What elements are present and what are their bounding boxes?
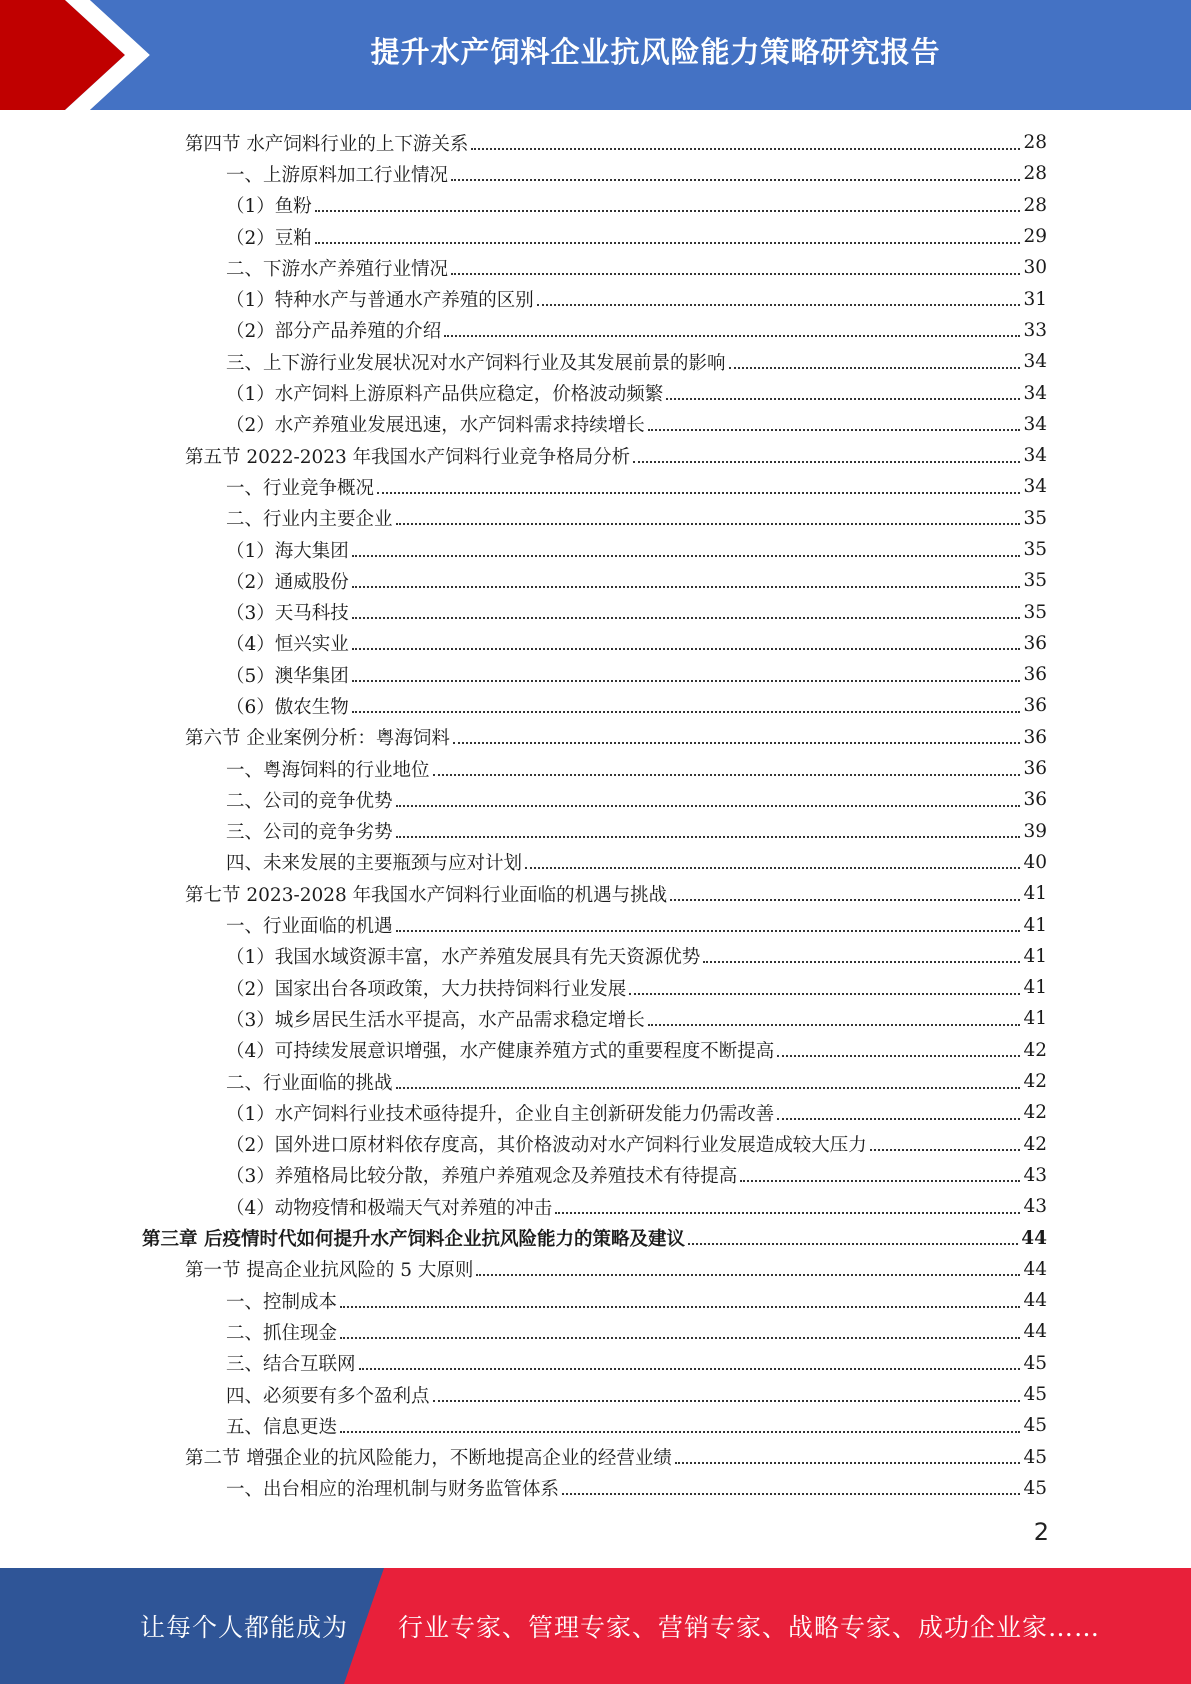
dot-leader <box>444 335 1020 337</box>
toc-entry-title: （1）水产饲料上游原料产品供应稳定，价格波动频繁 <box>226 384 664 406</box>
toc-entry-title: （2）国家出台各项政策，大力扶持饲料行业发展 <box>226 978 627 1000</box>
toc-entry[interactable] <box>0 534 1191 565</box>
toc-entry-page: 36 <box>1023 789 1047 811</box>
toc-entry-title: 一、行业面临的机遇 <box>226 916 393 938</box>
dot-leader <box>870 1149 1021 1151</box>
table-of-contents <box>0 127 1191 1504</box>
dot-leader <box>453 742 1021 744</box>
toc-entry-title: 三、上下游行业发展状况对水产饲料行业及其发展前景的影响 <box>226 352 726 374</box>
toc-entry-title: （3）城乡居民生活水平提高，水产品需求稳定增长 <box>226 1009 645 1031</box>
footer-banner <box>0 1568 1191 1684</box>
dot-leader <box>352 680 1021 682</box>
dot-leader <box>670 899 1020 901</box>
toc-entry-page: 34 <box>1023 476 1047 498</box>
toc-entry-title: （6）傲农生物 <box>226 696 349 718</box>
toc-entry-page: 42 <box>1023 1071 1047 1093</box>
toc-entry-page: 41 <box>1023 977 1047 999</box>
toc-entry-title: 第七节 2023-2028 年我国水产饲料行业面临的机遇与挑战 <box>185 884 668 906</box>
toc-entry[interactable] <box>0 816 1191 847</box>
toc-entry-title: 二、行业面临的挑战 <box>226 1072 393 1094</box>
toc-entry-page: 36 <box>1023 726 1047 748</box>
toc-entry[interactable] <box>0 440 1191 471</box>
toc-entry-title: （2）通威股份 <box>226 571 349 593</box>
toc-entry[interactable] <box>0 190 1191 221</box>
toc-entry-page: 28 <box>1023 194 1047 216</box>
toc-entry-title: （1）水产饲料行业技术亟待提升，企业自主创新研发能力仍需改善 <box>226 1103 775 1125</box>
dot-leader <box>555 1212 1020 1214</box>
toc-entry-page: 36 <box>1023 758 1047 780</box>
toc-entry[interactable] <box>0 941 1191 972</box>
toc-entry[interactable] <box>0 503 1191 534</box>
toc-entry-title: 一、出台相应的治理机制与财务监管体系 <box>226 1479 560 1501</box>
toc-entry[interactable] <box>0 1285 1191 1316</box>
toc-entry-title: 第二节 增强企业的抗风险能力，不断地提高企业的经营业绩 <box>185 1448 672 1470</box>
dot-leader <box>777 1055 1020 1057</box>
toc-entry-page: 44 <box>1023 1290 1047 1312</box>
dot-leader <box>315 210 1021 212</box>
toc-entry-title: （3）天马科技 <box>226 603 349 625</box>
dot-leader <box>525 867 1020 869</box>
toc-entry[interactable] <box>0 1191 1191 1222</box>
toc-entry-title: 三、公司的竞争劣势 <box>226 822 393 844</box>
toc-entry-title: 第四节 水产饲料行业的上下游关系 <box>185 133 469 155</box>
dot-leader <box>352 586 1021 588</box>
toc-entry-title: 一、行业竞争概况 <box>226 477 375 499</box>
toc-entry[interactable] <box>0 252 1191 283</box>
toc-entry-page: 41 <box>1023 945 1047 967</box>
toc-entry-title: （5）澳华集团 <box>226 665 349 687</box>
toc-entry[interactable] <box>0 1410 1191 1441</box>
toc-entry-title: （2）国外进口原材料依存度高，其价格波动对水产饲料行业发展造成较大压力 <box>226 1135 867 1157</box>
toc-entry[interactable] <box>0 127 1191 158</box>
toc-entry[interactable] <box>0 1222 1191 1253</box>
dot-leader <box>451 179 1020 181</box>
toc-entry[interactable] <box>0 596 1191 627</box>
dot-leader <box>703 961 1020 963</box>
toc-entry[interactable] <box>0 847 1191 878</box>
toc-entry[interactable] <box>0 315 1191 346</box>
toc-entry-page: 42 <box>1023 1039 1047 1061</box>
dot-leader <box>352 711 1021 713</box>
toc-entry-page: 31 <box>1023 288 1047 310</box>
toc-entry-title: （4）恒兴实业 <box>226 634 349 656</box>
dot-leader <box>471 148 1020 150</box>
dot-leader <box>352 648 1021 650</box>
toc-entry-title: 二、抓住现金 <box>226 1322 338 1344</box>
footer-slogan-left: 让每个人都能成为 <box>140 1613 349 1642</box>
toc-entry-page: 43 <box>1023 1164 1047 1186</box>
dot-leader <box>359 1368 1021 1370</box>
toc-entry-page: 42 <box>1023 1133 1047 1155</box>
dot-leader <box>648 429 1021 431</box>
toc-entry-title: （1）海大集团 <box>226 540 349 562</box>
toc-entry-page: 28 <box>1023 163 1047 185</box>
dot-leader <box>648 1024 1021 1026</box>
toc-entry-page: 35 <box>1023 507 1047 529</box>
toc-entry-page: 45 <box>1023 1415 1047 1437</box>
toc-entry-page: 36 <box>1023 695 1047 717</box>
toc-entry-title: 第三章 后疫情时代如何提升水产饲料企业抗风险能力的策略及建议 <box>142 1229 685 1251</box>
dot-leader <box>340 1431 1020 1433</box>
toc-entry-title: （1）鱼粉 <box>226 196 312 218</box>
toc-entry-page: 35 <box>1023 539 1047 560</box>
toc-entry[interactable] <box>0 346 1191 377</box>
toc-entry-page: 41 <box>1023 914 1047 936</box>
dot-leader <box>315 242 1021 244</box>
dot-leader <box>777 1118 1020 1120</box>
dot-leader <box>433 1400 1021 1402</box>
toc-entry-title: （2）水产养殖业发展迅速，水产饲料需求持续增长 <box>226 415 645 437</box>
toc-entry-page: 36 <box>1023 632 1047 654</box>
toc-entry-title: （4）可持续发展意识增强，水产健康养殖方式的重要程度不断提高 <box>226 1041 775 1063</box>
dot-leader <box>562 1493 1020 1495</box>
toc-entry-title: 二、公司的竞争优势 <box>226 790 393 812</box>
toc-entry-title: 第六节 企业案例分析：粤海饲料 <box>185 728 450 750</box>
toc-entry-title: （4）动物疫情和极端天气对养殖的冲击 <box>226 1197 553 1219</box>
toc-entry-page: 30 <box>1023 257 1047 279</box>
dot-leader <box>396 1087 1021 1089</box>
toc-entry[interactable] <box>0 1129 1191 1160</box>
toc-entry[interactable] <box>0 1254 1191 1285</box>
toc-entry-page: 28 <box>1023 132 1047 154</box>
toc-entry[interactable] <box>0 1097 1191 1128</box>
toc-entry-page: 34 <box>1023 413 1047 435</box>
toc-entry[interactable] <box>0 565 1191 596</box>
dot-leader <box>675 1462 1021 1464</box>
toc-entry[interactable] <box>0 909 1191 940</box>
toc-entry-title: 五、信息更迭 <box>226 1416 338 1438</box>
toc-entry[interactable] <box>0 158 1191 189</box>
toc-entry[interactable] <box>0 1160 1191 1191</box>
toc-entry[interactable] <box>0 377 1191 408</box>
dot-leader <box>740 1180 1020 1182</box>
toc-entry[interactable] <box>0 722 1191 753</box>
toc-entry[interactable] <box>0 1348 1191 1379</box>
toc-entry-page: 45 <box>1023 1352 1047 1374</box>
dot-leader <box>629 993 1020 995</box>
dot-leader <box>537 304 1021 306</box>
toc-entry-page: 41 <box>1023 1008 1047 1030</box>
toc-entry[interactable] <box>0 659 1191 690</box>
toc-entry[interactable] <box>0 1473 1191 1504</box>
dot-leader <box>352 555 1021 557</box>
toc-entry-page: 45 <box>1023 1446 1047 1468</box>
toc-entry[interactable] <box>0 972 1191 1003</box>
toc-entry-title: 一、上游原料加工行业情况 <box>226 164 449 186</box>
toc-entry-title: （1）特种水产与普通水产养殖的区别 <box>226 290 534 312</box>
toc-entry[interactable] <box>0 409 1191 440</box>
toc-entry-title: 第一节 提高企业抗风险的 5 大原则 <box>185 1260 474 1282</box>
dot-leader <box>688 1243 1018 1245</box>
toc-entry-page: 45 <box>1023 1477 1047 1499</box>
dot-leader <box>396 523 1021 525</box>
dot-leader <box>352 617 1021 619</box>
toc-entry[interactable] <box>0 471 1191 502</box>
toc-entry-title: 四、未来发展的主要瓶颈与应对计划 <box>226 853 523 875</box>
toc-entry-title: 二、行业内主要企业 <box>226 509 393 531</box>
toc-entry-page: 39 <box>1023 820 1047 842</box>
toc-entry[interactable] <box>0 221 1191 252</box>
toc-entry-title: （1）我国水域资源丰富，水产养殖发展具有先天资源优势 <box>226 947 701 969</box>
toc-entry-title: 一、控制成本 <box>226 1291 338 1313</box>
toc-entry-page: 45 <box>1023 1384 1047 1406</box>
footer-slogan-right: 行业专家、管理专家、营销专家、战略专家、成功企业家…… <box>398 1613 1101 1642</box>
dot-leader <box>340 1337 1020 1339</box>
header-banner <box>0 0 1191 110</box>
dot-leader <box>396 930 1021 932</box>
toc-entry-page: 42 <box>1023 1102 1047 1124</box>
report-title: 提升水产饲料企业抗风险能力策略研究报告 <box>370 34 941 69</box>
toc-entry-title: 三、结合互联网 <box>226 1354 356 1376</box>
dot-leader <box>396 805 1021 807</box>
page-number: 2 <box>1033 1518 1049 1546</box>
toc-entry-page: 35 <box>1023 570 1047 592</box>
toc-entry-title: 一、粤海饲料的行业地位 <box>226 759 430 781</box>
toc-entry[interactable] <box>0 753 1191 784</box>
toc-entry-title: （2）豆粕 <box>226 227 312 249</box>
toc-entry[interactable] <box>0 283 1191 314</box>
red-arrow-icon <box>0 0 160 110</box>
toc-entry[interactable] <box>0 628 1191 659</box>
toc-entry[interactable] <box>0 1035 1191 1066</box>
toc-entry-page: 44 <box>1023 1258 1047 1280</box>
dot-leader <box>666 398 1020 400</box>
toc-entry-page: 44 <box>1023 1321 1047 1343</box>
toc-entry-page: 29 <box>1023 226 1047 248</box>
toc-entry-page: 43 <box>1023 1196 1047 1218</box>
dot-leader <box>633 461 1020 463</box>
toc-entry-page: 44 <box>1021 1227 1047 1249</box>
dot-leader <box>476 1274 1020 1276</box>
toc-entry-page: 41 <box>1023 883 1047 905</box>
toc-entry[interactable] <box>0 1003 1191 1034</box>
toc-entry-page: 36 <box>1023 664 1047 686</box>
dot-leader <box>396 836 1021 838</box>
dot-leader <box>433 774 1021 776</box>
toc-entry[interactable] <box>0 1441 1191 1472</box>
toc-entry[interactable] <box>0 878 1191 909</box>
dot-leader <box>340 1306 1020 1308</box>
toc-entry-title: （3）养殖格局比较分散，养殖户养殖观念及养殖技术有待提高 <box>226 1166 738 1188</box>
toc-entry-page: 40 <box>1023 851 1047 873</box>
toc-entry-page: 35 <box>1023 601 1047 623</box>
toc-entry[interactable] <box>0 1316 1191 1347</box>
toc-entry[interactable] <box>0 1066 1191 1097</box>
dot-leader <box>729 367 1021 369</box>
toc-entry-page: 34 <box>1023 382 1047 404</box>
dot-leader <box>377 492 1020 494</box>
toc-entry[interactable] <box>0 1379 1191 1410</box>
dot-leader <box>451 273 1020 275</box>
toc-entry-page: 34 <box>1023 351 1047 373</box>
toc-entry-page: 34 <box>1023 445 1047 467</box>
toc-entry[interactable] <box>0 690 1191 721</box>
toc-entry[interactable] <box>0 784 1191 815</box>
toc-entry-page: 33 <box>1023 319 1047 341</box>
toc-entry-title: 四、必须要有多个盈利点 <box>226 1385 430 1407</box>
toc-entry-title: （2）部分产品养殖的介绍 <box>226 321 442 343</box>
toc-entry-title: 二、下游水产养殖行业情况 <box>226 258 449 280</box>
toc-entry-title: 第五节 2022-2023 年我国水产饲料行业竞争格局分析 <box>185 446 631 468</box>
